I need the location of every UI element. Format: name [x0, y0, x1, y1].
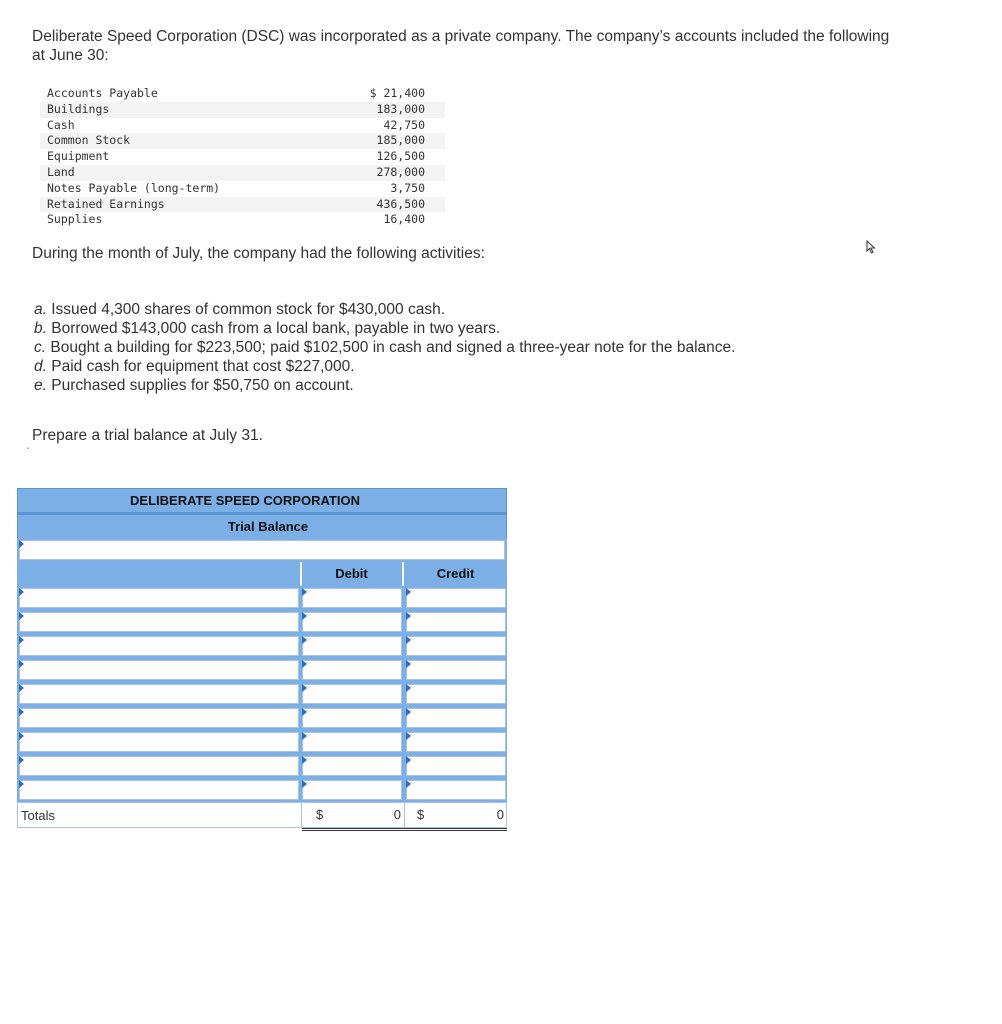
dropdown-marker-icon [302, 684, 307, 692]
debit-header: Debit [335, 566, 368, 581]
date-row [17, 538, 507, 562]
balance-row [40, 197, 445, 213]
company-name-header: DELIBERATE SPEED CORPORATION [17, 488, 507, 512]
credit-input[interactable] [407, 661, 505, 679]
account-name: Buildings [40, 102, 318, 118]
date-input-cell[interactable] [19, 540, 505, 560]
activity-text: Issued 4,300 shares of common stock for $430,000 cash. [51, 301, 446, 318]
credit-input-cell[interactable] [406, 660, 506, 680]
account-input-cell[interactable] [19, 708, 299, 728]
dropdown-marker-icon [406, 660, 411, 668]
debit-input[interactable] [303, 661, 401, 679]
account-input-cell[interactable] [19, 612, 299, 632]
dropdown-marker-icon [19, 612, 24, 620]
debit-input-cell[interactable] [302, 756, 402, 776]
account-input-cell[interactable] [19, 732, 299, 752]
account-amount: 278,000 [318, 165, 445, 181]
account-input-cell[interactable] [19, 588, 299, 608]
june-balances-table [40, 86, 445, 228]
entry-row [17, 706, 507, 730]
dropdown-marker-icon [302, 636, 307, 644]
balance-row [40, 149, 445, 165]
bullet-dot: . [26, 436, 30, 452]
balance-row [40, 181, 445, 197]
balance-row [40, 118, 445, 134]
activity-item [34, 300, 735, 319]
credit-input-cell[interactable] [406, 708, 506, 728]
dropdown-marker-icon [19, 780, 24, 788]
credit-input[interactable] [407, 709, 505, 727]
balance-row [40, 212, 445, 228]
account-amount: 126,500 [376, 149, 425, 164]
dropdown-marker-icon [302, 588, 307, 596]
dropdown-marker-icon [19, 756, 24, 764]
account-name: Accounts Payable [47, 86, 158, 100]
credit-input-cell[interactable] [406, 636, 506, 656]
dropdown-marker-icon [19, 732, 24, 740]
account-amount: 3,750 [390, 180, 425, 195]
account-amount: 183,000 [318, 102, 445, 118]
activity-text: Paid cash for equipment that cost $227,000. [51, 358, 355, 375]
debit-input-cell[interactable] [302, 732, 402, 752]
debit-input-cell[interactable] [302, 780, 402, 800]
account-input[interactable] [20, 757, 298, 775]
debit-input-cell[interactable] [302, 684, 402, 704]
account-name: Notes Payable (long-term) [47, 180, 221, 195]
dropdown-marker-icon [302, 732, 307, 740]
activity-item [34, 357, 735, 376]
activity-label: a. [34, 301, 47, 318]
account-input-cell[interactable] [19, 684, 299, 704]
account-input[interactable] [20, 781, 298, 799]
account-input[interactable] [20, 613, 298, 631]
account-amount: 42,750 [383, 117, 425, 132]
entry-row [17, 586, 507, 610]
entry-row [17, 634, 507, 658]
credit-double-underline [405, 828, 507, 831]
account-name: Land [40, 165, 318, 181]
entry-row [17, 610, 507, 634]
debit-input[interactable] [303, 589, 401, 607]
dropdown-marker-icon [406, 636, 411, 644]
dropdown-marker-icon [302, 780, 307, 788]
credit-input-cell[interactable] [406, 612, 506, 632]
debit-input[interactable] [303, 613, 401, 631]
entry-row [17, 754, 507, 778]
credit-total-cell [404, 802, 508, 828]
account-input[interactable] [20, 637, 298, 655]
activities-intro: During the month of July, the company had the following activities: [32, 245, 485, 262]
dropdown-marker-icon [302, 612, 307, 620]
date-input[interactable] [20, 541, 504, 559]
account-name: Supplies [47, 212, 103, 227]
credit-input[interactable] [407, 781, 505, 799]
account-name: Equipment [47, 149, 110, 164]
activity-item [34, 319, 735, 338]
mouse-cursor-icon [866, 240, 876, 254]
credit-input[interactable] [407, 613, 505, 631]
activity-label: d. [34, 358, 47, 375]
dropdown-marker-icon [302, 660, 307, 668]
debit-input[interactable] [303, 781, 401, 799]
dropdown-marker-icon [19, 684, 24, 692]
activity-item [34, 338, 735, 357]
credit-input[interactable] [407, 589, 505, 607]
debit-input-cell[interactable] [302, 708, 402, 728]
debit-total: 0 [393, 807, 401, 822]
dropdown-marker-icon [302, 708, 307, 716]
credit-input[interactable] [407, 685, 505, 703]
entry-row [17, 682, 507, 706]
totals-label: Totals [21, 808, 55, 823]
credit-currency: $ [417, 807, 425, 822]
account-input[interactable] [20, 685, 298, 703]
entry-row [17, 658, 507, 682]
dropdown-marker-icon [406, 612, 411, 620]
dropdown-marker-icon [406, 756, 411, 764]
debit-input[interactable] [303, 757, 401, 775]
account-amount: 436,500 [318, 197, 445, 213]
account-input[interactable] [20, 733, 298, 751]
statement-title-header: Trial Balance [17, 514, 507, 538]
activity-item [34, 376, 735, 395]
activity-text: Purchased supplies for $50,750 on account. [51, 377, 354, 394]
debit-input-cell[interactable] [302, 660, 402, 680]
account-input-cell[interactable] [19, 756, 299, 776]
credit-header: Credit [436, 566, 475, 581]
dropdown-marker-icon [19, 540, 24, 548]
dropdown-marker-icon [19, 660, 24, 668]
debit-input[interactable] [303, 733, 401, 751]
account-input-cell[interactable] [19, 780, 299, 800]
activity-text: Bought a building for $223,500; paid $102,500 in cash and signed a three-year note for the balance. [50, 339, 736, 356]
debit-double-underline [302, 828, 405, 831]
activity-label: e. [34, 377, 47, 394]
account-input[interactable] [20, 709, 298, 727]
debit-input-cell[interactable] [302, 636, 402, 656]
activity-label: b. [34, 320, 47, 337]
credit-input[interactable] [407, 733, 505, 751]
balance-row [40, 102, 445, 118]
dropdown-marker-icon [406, 588, 411, 596]
debit-currency: $ [316, 807, 324, 822]
credit-input[interactable] [407, 637, 505, 655]
debit-input[interactable] [303, 685, 401, 703]
problem-intro: Deliberate Speed Corporation (DSC) was incorporated as a private company. The company’s accounts included the following at June 30: [32, 28, 890, 64]
account-input-cell[interactable] [19, 660, 299, 680]
credit-input[interactable] [407, 757, 505, 775]
totals-row [17, 802, 507, 828]
account-amount: $ 21,400 [369, 86, 425, 100]
balance-row [40, 86, 445, 102]
account-name: Cash [47, 117, 75, 132]
entry-row [17, 730, 507, 754]
balance-row [40, 133, 445, 149]
balance-row [40, 165, 445, 181]
column-header-row [17, 562, 507, 586]
activities-list [34, 300, 735, 395]
debit-input-cell[interactable] [302, 588, 402, 608]
activity-text: Borrowed $143,000 cash from a local bank, payable in two years. [51, 320, 501, 337]
credit-input-cell[interactable] [406, 756, 506, 776]
debit-input[interactable] [303, 637, 401, 655]
dropdown-marker-icon [406, 780, 411, 788]
account-input[interactable] [20, 661, 298, 679]
account-name: Common Stock [40, 133, 318, 149]
dropdown-marker-icon [19, 708, 24, 716]
account-input-cell[interactable] [19, 636, 299, 656]
credit-input-cell[interactable] [406, 684, 506, 704]
entry-row [17, 778, 507, 802]
dropdown-marker-icon [406, 732, 411, 740]
credit-input-cell[interactable] [406, 732, 506, 752]
dropdown-marker-icon [19, 636, 24, 644]
dropdown-marker-icon [302, 756, 307, 764]
account-amount: 16,400 [383, 212, 425, 227]
credit-input-cell[interactable] [406, 780, 506, 800]
debit-total-cell [301, 802, 405, 828]
dropdown-marker-icon [406, 684, 411, 692]
trial-balance-worksheet [17, 488, 507, 828]
dropdown-marker-icon [406, 708, 411, 716]
debit-input[interactable] [303, 709, 401, 727]
dropdown-marker-icon [19, 588, 24, 596]
account-input[interactable] [20, 589, 298, 607]
credit-input-cell[interactable] [406, 588, 506, 608]
debit-input-cell[interactable] [302, 612, 402, 632]
account-name: Retained Earnings [40, 197, 318, 213]
credit-total: 0 [496, 807, 504, 822]
instruction-text: Prepare a trial balance at July 31. [32, 427, 263, 444]
account-amount: 185,000 [318, 133, 445, 149]
activity-label: c. [34, 339, 47, 356]
